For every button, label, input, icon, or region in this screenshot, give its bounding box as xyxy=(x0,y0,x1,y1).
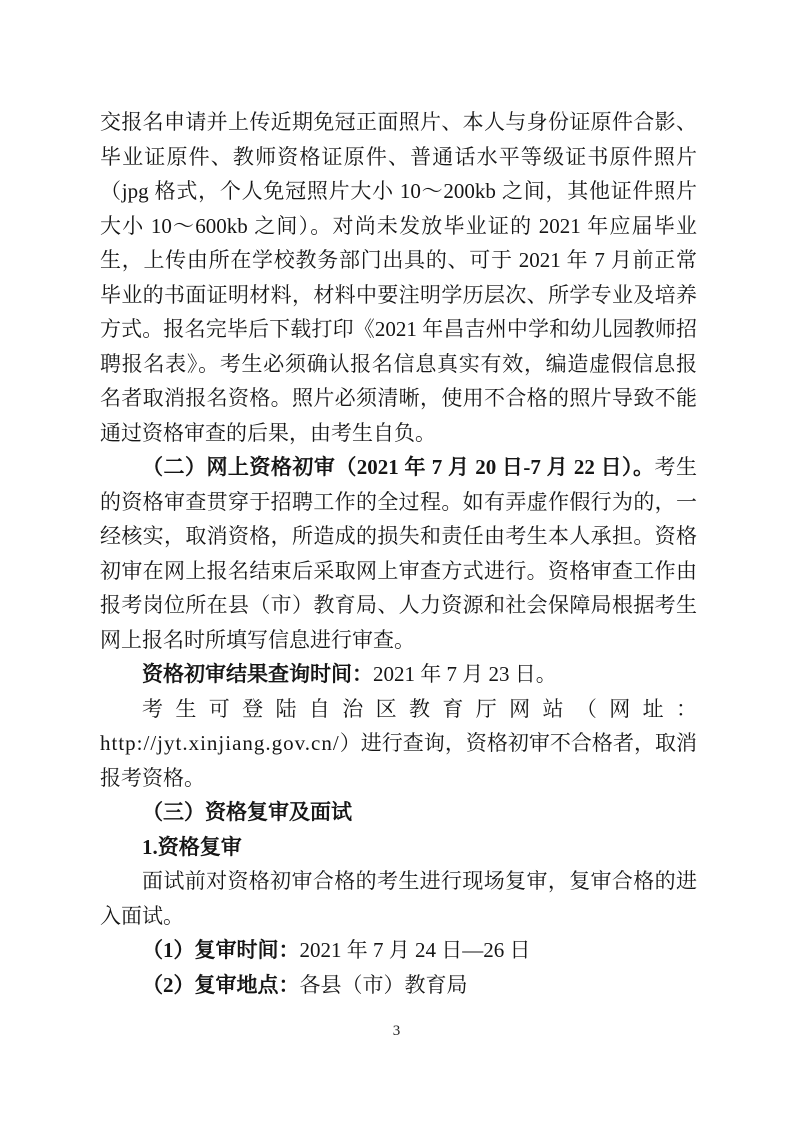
text-run: 交报名申请并上传近期免冠正面照片、本人与身份证原件合影、毕业证原件、教师资格证原件、普通话水平等级证书原件照片（jpg 格式，个人免冠照片大小 10～200kb 之间，其他证件照片大小 10～600kb 之间）。对尚未发放毕业证的 2021 年应届毕业生，上传由所在学校教务部门出具的、可于 2021 年 7 月前正常毕业的书面证明材料，材料中要注明学历层次、所学专业及培养方式。报名完毕后下载打印《2021 年昌吉州中学和幼儿园教师招聘报名表》。考生必须确认报名信息真实有效，编造虚假信息报名者取消报名资格。照片必须清晰，使用不合格的照片导致不能通过资格审查的后果，由考生自负。 xyxy=(100,110,697,445)
text-run: 考生可登陆自治区教育厅网站（网址： xyxy=(142,696,697,721)
paragraph xyxy=(100,450,697,657)
website-url-text: http://jyt.xinjiang.gov.cn/ xyxy=(100,731,340,755)
paragraph xyxy=(100,795,697,830)
text-run: 考生的资格审查贯穿于招聘工作的全过程。如有弄虚作假行为的，一经核实，取消资格，所造成的损失和责任由考生本人承担。资格初审在网上报名结束后采取网上审查方式进行。资格审查工作由报考岗位所在县（市）教育局、人力资源和社会保障局根据考生网上报名时所填写信息进行审查。 xyxy=(100,455,697,652)
paragraph xyxy=(100,968,697,1003)
text-run: 2021 年 7 月 23 日。 xyxy=(373,662,557,686)
text-run: 2021 年 7 月 24 日—26 日 xyxy=(299,938,531,962)
document-body xyxy=(100,105,697,1002)
page-number: 3 xyxy=(392,1023,401,1039)
paragraph xyxy=(100,864,697,933)
text-run: ）进行查询，资格初审不合格者，取消报考资格。 xyxy=(100,731,697,790)
text-run: 面试前对资格初审合格的考生进行现场复审，复审合格的进入面试。 xyxy=(100,869,697,928)
text-run: 各县（市）教育局 xyxy=(299,972,468,997)
page-footer xyxy=(0,1022,793,1040)
text-run: 资格初审结果查询时间： xyxy=(142,662,373,686)
text-run: （二）网上资格初审（2021 年 7 月 20 日-7 月 22 日）。 xyxy=(142,455,655,479)
text-run: 1.资格复审 xyxy=(142,834,242,859)
paragraph xyxy=(100,105,697,450)
text-run: （1）复审时间： xyxy=(142,938,300,962)
paragraph xyxy=(100,657,697,692)
text-run: （2）复审地点： xyxy=(142,972,300,997)
text-run: （三）资格复审及面试 xyxy=(142,800,352,824)
paragraph xyxy=(100,830,697,865)
paragraph xyxy=(100,933,697,968)
paragraph xyxy=(100,692,697,796)
